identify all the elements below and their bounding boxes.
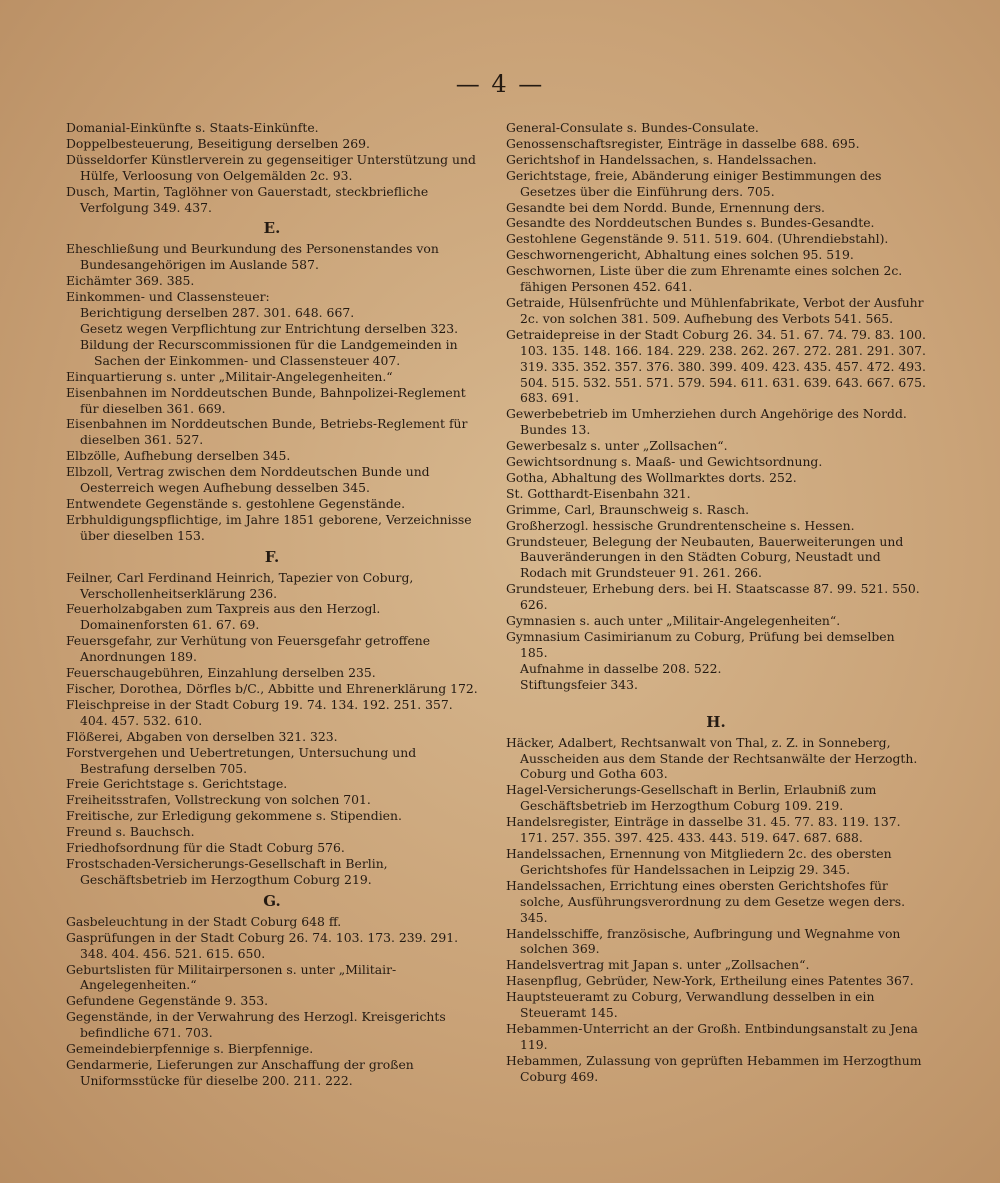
index-subentry: Berichtigung derselben 287. 301. 648. 667. <box>80 305 355 321</box>
index-entry: Hebammen, Zulassung von geprüften Hebammen im Herzogthum Coburg 469. <box>506 1052 922 1084</box>
index-entry: Gendarmerie, Lieferungen zur Anschaffung der großen Uniformsstücke für dieselbe 200. 211. 222. <box>66 1056 414 1088</box>
index-entry: Gasbeleuchtung in der Stadt Coburg 648 ff. <box>66 913 342 929</box>
index-entry: Gefundene Gegenstände 9. 353. <box>66 993 269 1009</box>
index-column-right <box>506 120 926 1085</box>
index-entry: Freie Gerichtstage s. Gerichtstage. <box>66 776 288 792</box>
index-entry: Gegenstände, in der Verwahrung des Herzogl. Kreisgerichts befindliche 671. 703. <box>66 1009 446 1041</box>
index-entry: Elbzölle, Aufhebung derselben 345. <box>66 448 291 464</box>
index-entry: Düsseldorfer Künstlerverein zu gegenseitiger Unterstützung und Hülfe, Verloosung von Oelgemälden 2c. 93. <box>66 151 476 183</box>
index-entry: Feuerholzabgaben zum Taxpreis aus den Herzogl. Domainenforsten 61. 67. 69. <box>66 601 381 633</box>
index-subentry: Stiftungsfeier 343. <box>520 676 638 692</box>
index-entry: Gemeindebierpfennige s. Bierpfennige. <box>66 1041 314 1057</box>
index-entry: Getraidepreise in der Stadt Coburg 26. 34. 51. 67. 74. 79. 83. 100. 103. 135. 148. 166. 184. 229. 238. 262. 267. 272. 281. 291. 307. 319. 335. 352. 357. 376. 380. 399. 409. 423. 435. 457. 472. 493. 504. 515. 532. 551. 571. 579. 594. 611. 631. 639. 643. 667. 675. 683. 691. <box>506 326 926 406</box>
index-entry: Grundsteuer, Belegung der Neubauten, Bauerweiterungen und Bauveränderungen in den Städten Coburg, Neustadt und Rodach mit Grundsteuer 91. 261. 266. <box>506 533 904 581</box>
index-entry: Feuersgefahr, zur Verhütung von Feuersgefahr getroffene Anordnungen 189. <box>66 633 431 665</box>
index-entry: Elbzoll, Vertrag zwischen dem Norddeutschen Bunde und Oesterreich wegen Aufhebung desselben 345. <box>66 464 430 496</box>
index-entry: St. Gotthardt-Eisenbahn 321. <box>506 485 691 501</box>
index-entry: Genossenschaftsregister, Einträge in dasselbe 688. 695. <box>506 135 860 151</box>
index-entry: Freiheitsstrafen, Vollstreckung von solchen 701. <box>66 792 371 808</box>
index-entry: Geburtslisten für Militairpersonen s. unter „Militair-Angelegenheiten.“ <box>66 961 397 993</box>
index-entry: Fleischpreise in der Stadt Coburg 19. 74. 134. 192. 251. 357. 404. 457. 532. 610. <box>66 696 453 728</box>
index-entry: Hasenpflug, Gebrüder, New-York, Ertheilung eines Patentes 367. <box>506 973 914 989</box>
index-entry: General-Consulate s. Bundes-Consulate. <box>506 120 759 135</box>
index-entry: Gestohlene Gegenstände 9. 511. 519. 604. (Uhrendiebstahl). <box>506 231 889 247</box>
index-entry: Hebammen-Unterricht an der Großh. Entbindungsanstalt zu Jena 119. <box>506 1020 918 1052</box>
index-entry: Flößerei, Abgaben von derselben 321. 323. <box>66 728 338 744</box>
index-entry: Dusch, Martin, Taglöhner von Gauerstadt, steckbriefliche Verfolgung 349. 437. <box>66 183 429 215</box>
section-letter: H. <box>706 712 726 731</box>
index-entry: Frostschaden-Versicherungs-Gesellschaft in Berlin, Geschäftsbetrieb im Herzogthum Coburg 219. <box>66 855 388 887</box>
index-entry: Gymnasium Casimirianum zu Coburg, Prüfung bei demselben 185. <box>506 629 895 660</box>
index-entry: Gewerbebetrieb im Umherziehen durch Angehörige des Nordd. Bundes 13. <box>506 406 907 438</box>
index-entry: Häcker, Adalbert, Rechtsanwalt von Thal, z. Z. in Sonneberg, Ausscheiden aus dem Stande der Rechtsanwälte der Herzogth. Coburg und Gotha 603. <box>506 734 918 782</box>
index-entry: Fischer, Dorothea, Dörfles b/C., Abbitte und Ehrenerklärung 172. <box>66 681 478 696</box>
index-entry: Großherzogl. hessische Grundrentenscheine s. Hessen. <box>506 517 855 533</box>
index-entry: Handelssachen, Errichtung eines obersten Gerichtshofes für solche, Ausführungsverordnung zu dem Gesetze wegen ders. 345. <box>506 877 906 925</box>
index-entry: Erbhuldigungspflichtige, im Jahre 1851 geborene, Verzeichnisse über dieselben 153. <box>66 511 472 543</box>
index-entry: Gewichtsordnung s. Maaß- und Gewichtsordnung. <box>506 454 823 470</box>
index-entry: Handelsregister, Einträge in dasselbe 31. 45. 77. 83. 119. 137. 171. 257. 355. 397. 425. 433. 443. 519. 647. 687. 688. <box>506 814 901 846</box>
index-entry: Friedhofsordnung für die Stadt Coburg 576. <box>66 840 345 856</box>
index-entry: Handelsvertrag mit Japan s. unter „Zollsachen“. <box>506 957 810 973</box>
index-entry: Feuerschaugebühren, Einzahlung derselben 235. <box>66 665 376 681</box>
index-entry: Gewerbesalz s. unter „Zollsachen“. <box>506 438 728 454</box>
page-number: — 4 — <box>455 70 545 98</box>
index-entry: Grundsteuer, Erhebung ders. bei H. Staatscasse 87. 99. 521. 550. 626. <box>506 581 920 613</box>
index-entry: Hauptsteueramt zu Coburg, Verwandlung desselben in ein Steueramt 145. <box>506 989 875 1021</box>
index-subentry: Aufnahme in dasselbe 208. 522. <box>520 660 722 676</box>
index-entry: Getraide, Hülsenfrüchte und Mühlenfabrikate, Verbot der Ausfuhr 2c. von solchen 381. 509. Aufhebung des Verbots 541. 565. <box>506 294 924 326</box>
index-entry: Geschwornengericht, Abhaltung eines solchen 95. 519. <box>506 247 854 263</box>
index-entry: Freitische, zur Erledigung gekommene s. Stipendien. <box>66 808 402 824</box>
index-entry: Einquartierung s. unter „Militair-Angelegenheiten.“ <box>66 368 393 384</box>
index-entry: Eisenbahnen im Norddeutschen Bunde, Bahnpolizei-Reglement für dieselben 361. 669. <box>66 384 466 416</box>
index-entry: Handelssachen, Ernennung von Mitgliedern 2c. des obersten Gerichtshofes für Handelssachen in Leipzig 29. 345. <box>506 845 892 877</box>
index-entry: Domanial-Einkünfte s. Staats-Einkünfte. <box>66 120 319 135</box>
index-entry: Gerichtstage, freie, Abänderung einiger Bestimmungen des Gesetzes über die Einführung ders. 705. <box>506 167 882 199</box>
index-entry: Geschwornen, Liste über die zum Ehrenamte eines solchen 2c. fähigen Personen 452. 641. <box>506 263 903 295</box>
index-entry: Gymnasien s. auch unter „Militair-Angelegenheiten“. <box>506 613 841 629</box>
index-entry: Gerichtshof in Handelssachen, s. Handelssachen. <box>506 151 817 167</box>
section-letter: G. <box>263 891 281 910</box>
section-letter: E. <box>263 219 281 238</box>
index-entry: Eichämter 369. 385. <box>66 273 195 289</box>
index-entry: Eisenbahnen im Norddeutschen Bunde, Betriebs-Reglement für dieselben 361. 527. <box>66 416 468 448</box>
index-column-left <box>66 120 478 1089</box>
index-entry: Gesandte des Norddeutschen Bundes s. Bundes-Gesandte. <box>506 215 875 231</box>
index-entry: Gasprüfungen in der Stadt Coburg 26. 74. 103. 173. 239. 291. 348. 404. 456. 521. 615. 650. <box>66 929 459 961</box>
index-entry: Feilner, Carl Ferdinand Heinrich, Tapezier von Coburg, Verschollenheitserklärung 236. <box>66 569 414 601</box>
index-subentry: Gesetz wegen Verpflichtung zur Entrichtung derselben 323. <box>80 320 459 336</box>
index-entry: Forstvergehen und Uebertretungen, Untersuchung und Bestrafung derselben 705. <box>66 744 417 776</box>
index-subentry: Bildung der Recurscommissionen für die Landgemeinden in Sachen der Einkommen- und Classensteuer 407. <box>80 336 458 368</box>
index-entry: Hagel-Versicherungs-Gesellschaft in Berlin, Erlaubniß zum Geschäftsbetrieb im Herzogthum Coburg 109. 219. <box>506 782 877 814</box>
index-entry: Eheschließung und Beurkundung des Personenstandes von Bundesangehörigen im Auslande 587. <box>66 241 439 273</box>
index-entry: Grimme, Carl, Braunschweig s. Rasch. <box>506 501 750 517</box>
index-entry: Doppelbesteuerung, Beseitigung derselben 269. <box>66 135 370 151</box>
index-entry: Handelsschiffe, französische, Aufbringung und Wegnahme von solchen 369. <box>506 925 901 957</box>
index-entry: Gesandte bei dem Nordd. Bunde, Ernennung ders. <box>506 199 825 215</box>
section-letter: F. <box>264 547 280 566</box>
section-gap <box>506 693 926 709</box>
index-entry: Einkommen- und Classensteuer: <box>66 289 270 305</box>
index-entry: Gotha, Abhaltung des Wollmarktes dorts. 252. <box>506 469 797 485</box>
index-entry: Entwendete Gegenstände s. gestohlene Gegenstände. <box>66 495 406 511</box>
index-entry: Freund s. Bauchsch. <box>66 824 195 840</box>
